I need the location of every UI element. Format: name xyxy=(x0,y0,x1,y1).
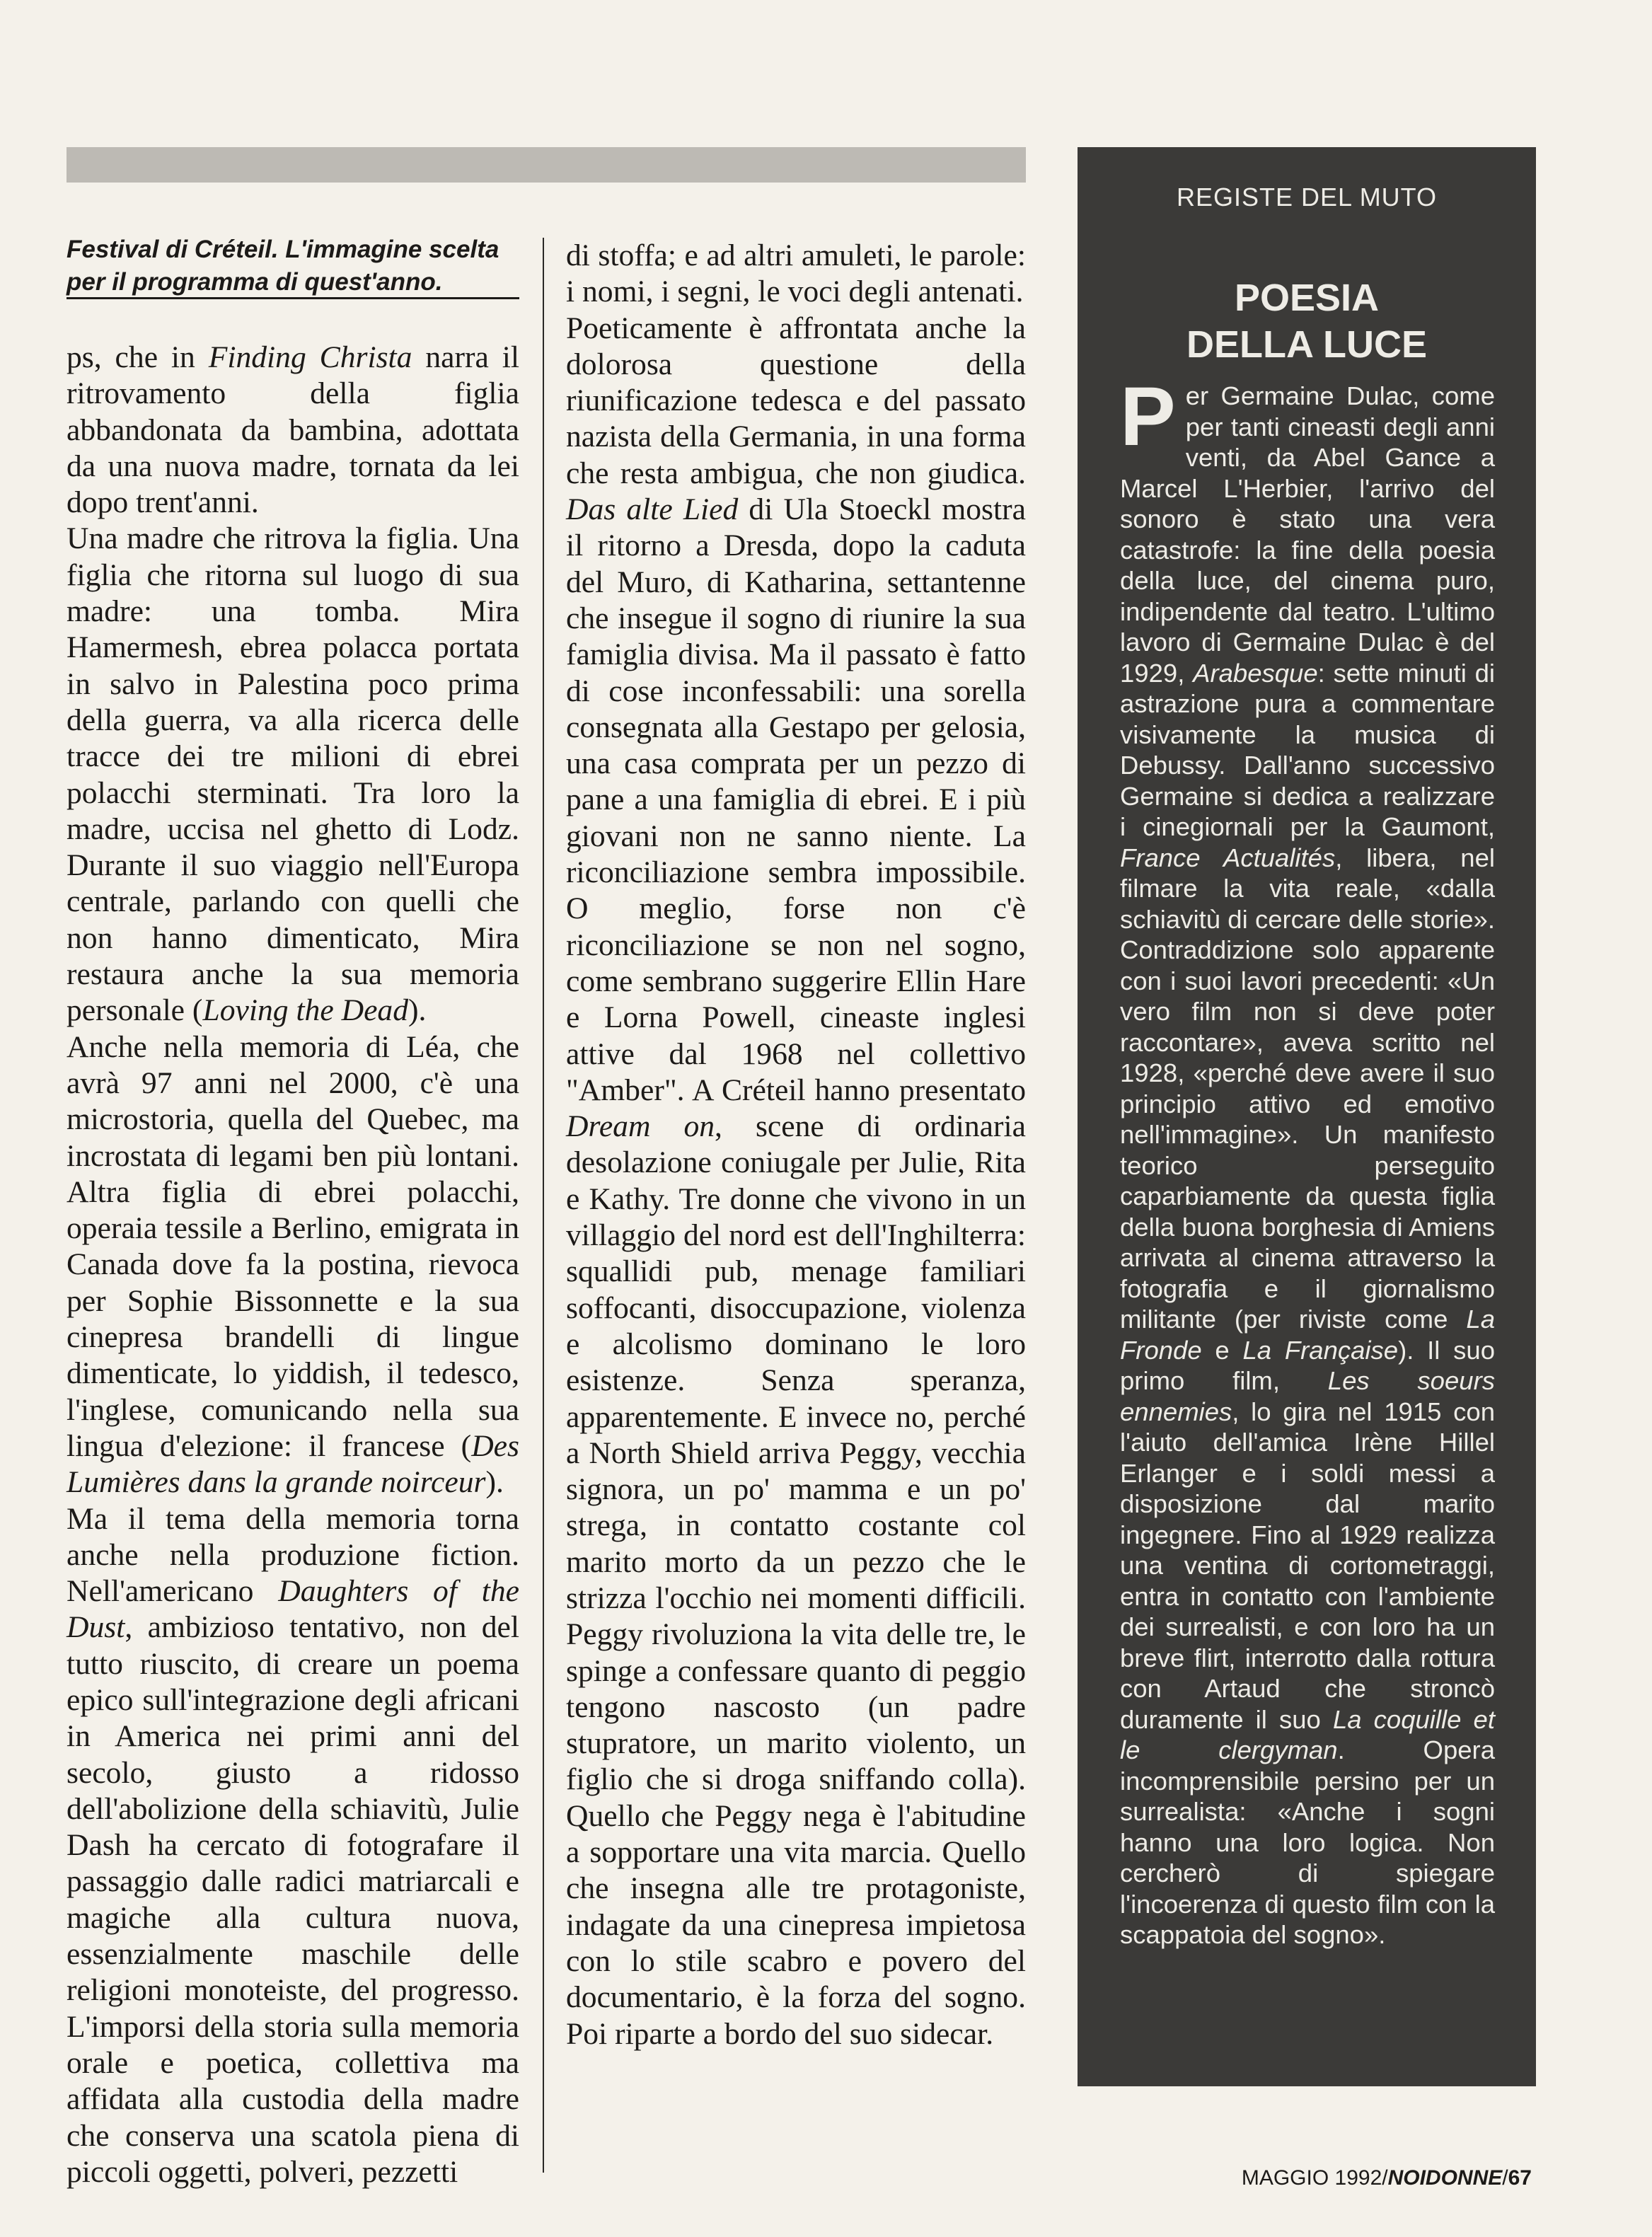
sidebar-kicker: REGISTE DEL MUTO xyxy=(1176,183,1438,212)
paragraph: Ma il tema della memoria torna anche nella produzione fiction. Nell'americano Daughters of the Dust, ambizioso tentativo, non del tutto riuscito, di creare un poema epico sull'integrazione degli africani in America nei primi anni del secolo, giusto a ridosso dell'abolizione della schiavitù, Julie Dash ha cercato di fotografare il passaggio dalle radici matriarcali e magiche alla cultura nuova, essenzialmente maschile delle religioni monoteiste, del progresso. L'imporsi della storia sulla memoria orale e poetica, collettiva ma affidata alla custodia della madre che conserva una scatola piena di piccoli oggetti, polveri, pezzetti xyxy=(67,1501,519,2189)
paragraph: Poeticamente è affrontata anche la dolorosa questione della riunificazione tedesca e del passato nazista della Germania, in una forma che resta ambigua, che non giudica. Das alte Lied di Ula Stoeckl mostra il ritorno a Dresda, dopo la caduta del Muro, di Katharina, settantenne che insegue il sogno di riunire la sua famiglia divisa. Ma il passato è fatto di cose inconfessabili: una sorella consegnata alla Gestapo per gelosia, una casa comprata per un pezzo di pane a una famiglia di ebrei. E i più giovani non ne sanno niente. La riconciliazione sembra impossibile. O meglio, forse non c'è riconciliazione se non nel sogno, come sembrano suggerire Ellin Hare e Lorna Powell, cineaste inglesi attive dal 1968 nel collettivo "Amber". A Créteil hanno presentato Dream on, scene di ordinaria desolazione coniugale per Julie, Rita e Kathy. Tre donne che vivono in un villaggio del nord est dell'Inghilterra: squallidi pub, menage familiari soffocanti, disoccupazione, violenza e alcolismo dominano le loro esistenze. Senza speranza, apparentemente. E invece no, perché a North Shield arriva Peggy, vecchia signora, un po' mamma e un po' strega, in contatto costante col marito morto da un pezzo che le strizza l'occhio nei momenti difficili. Peggy rivoluziona la vita delle tre, le spinge a confessare quanto di peggio tengono nascosto (un padre stupratore, un marito violento, un figlio che si droga sniffando colla). Quello che Peggy nega è l'abitudine a sopportare una vita marcia. Quello che insegna alle tre protagoniste, indagate da una cinepresa impietosa con lo stile scabro e povero del documentario, è la forza del sogno. Poi riparte a bordo del suo sidecar. xyxy=(566,311,1026,2051)
page-footer: MAGGIO 1992/NOIDONNE/67 xyxy=(1241,2166,1532,2190)
sidebar-body: Per Germaine Dulac, come per tanti cineasti degli anni venti, da Abel Gance a Marcel L'Herbier, l'arrivo del sonoro è stato una vera catastrofe: la fine della poesia della luce, del cinema puro, indipendente dal teatro. L'ultimo lavoro di Germaine Dulac è del 1929, Arabesque: sette minuti di astrazione pura a commentare visivamente la musica di Debussy. Dall'anno successivo Germaine si dedica a realizzare i cinegiornali per la Gaumont, France Actualités, libera, nel filmare la vita reale, «dalla schiavitù di cercare delle storie». Contraddizione solo apparente con i suoi lavori precedenti: «Un vero film non si deve poter raccontare», aveva scritto nel 1928, «perché deve avere il suo principio attivo ed emotivo nell'immagine». Un manifesto teorico perseguito caparbiamente da questa figlia della buona borghesia di Amiens arrivata al cinema attraverso la fotografia e il giornalismo militante (per riviste come La Fronde e La Française). Il suo primo film, Les soeurs ennemies, lo gira nel 1915 con l'aiuto dell'amica Irène Hillel Erlanger e i soldi messi a disposizione dal marito ingegnere. Fino al 1929 realizza una ventina di cortometraggi, entra in contatto con l'ambiente dei surrealisti, e con loro ha un breve flirt, interrotto dalla rottura con Artaud che stroncò duramente il suo La coquille et le clergyman. Opera incomprensibile persino per un surrealista: «Anche i sogni hanno una loro logica. Non cercherò di spiegare l'incoerenza di questo film con la scappatoia del sogno». xyxy=(1120,370,1496,1949)
film-title: Finding Christa xyxy=(208,340,412,374)
paragraph: Una madre che ritrova la figlia. Una figlia che ritorna sul luogo di sua madre: una tomba. Mira Hamermesh, ebrea polacca portata in salvo in Palestina poco prima della guerra, va alla ricerca delle tracce dei tre milioni di ebrei polacchi sterminati. Tra loro la madre, uccisa nel ghetto di Lodz. Durante il suo viaggio nell'Europa centrale, parlando con quelli che non hanno dimenticato, Mira restaura anche la sua memoria personale (Loving the Dead). xyxy=(67,521,519,1028)
magazine-name: NOIDONNE xyxy=(1387,2166,1503,2190)
paragraph: di stoffa; e ad altri amuleti, le parole: i nomi, i segni, le voci degli antenati. xyxy=(566,238,1026,309)
film-title: Das alte Lied xyxy=(566,492,739,527)
caption-rule xyxy=(67,297,519,299)
film-title: Loving the Dead xyxy=(202,993,409,1028)
sidebar-box xyxy=(1078,147,1536,2086)
header-bar xyxy=(67,147,1026,183)
article-column-1 xyxy=(67,340,519,2190)
column-rule xyxy=(543,238,544,2173)
film-title: Des Lumières dans la grande noirceur xyxy=(67,1428,519,1500)
photo-caption: Festival di Créteil. L'immagine scelta per il programma di quest'anno. xyxy=(67,236,499,296)
sidebar-title: POESIA DELLA LUCE xyxy=(1186,277,1427,366)
article-column-2 xyxy=(566,238,1026,2052)
drop-cap: P xyxy=(1120,370,1176,463)
paragraph: Anche nella memoria di Léa, che avrà 97 anni nel 2000, c'è una microstoria, quella del Quebec, ma incrostata di legami ben più lontani. Altra figlia di ebrei polacchi, operaia tessile a Berlino, emigrata in Canada dove fa la postina, rievoca per Sophie Bissonnette e la sua cinepresa brandelli di lingue dimenticate, lo yiddish, il tedesco, l'inglese, comunicando nella sua lingua d'elezione: il francese (Des Lumières dans la grande noirceur). xyxy=(67,1029,519,1500)
footer-date: MAGGIO 1992/ xyxy=(1241,2166,1388,2190)
film-title: Daughters of the Dust xyxy=(67,1574,519,1645)
page-number: 67 xyxy=(1508,2166,1532,2190)
film-title: Dream on xyxy=(566,1109,715,1144)
paragraph: ps, che in Finding Christa narra il ritrovamento della figlia abbandonata da bambina, adottata da una nuova madre, tornata da lei dopo trent'anni. xyxy=(67,340,519,520)
